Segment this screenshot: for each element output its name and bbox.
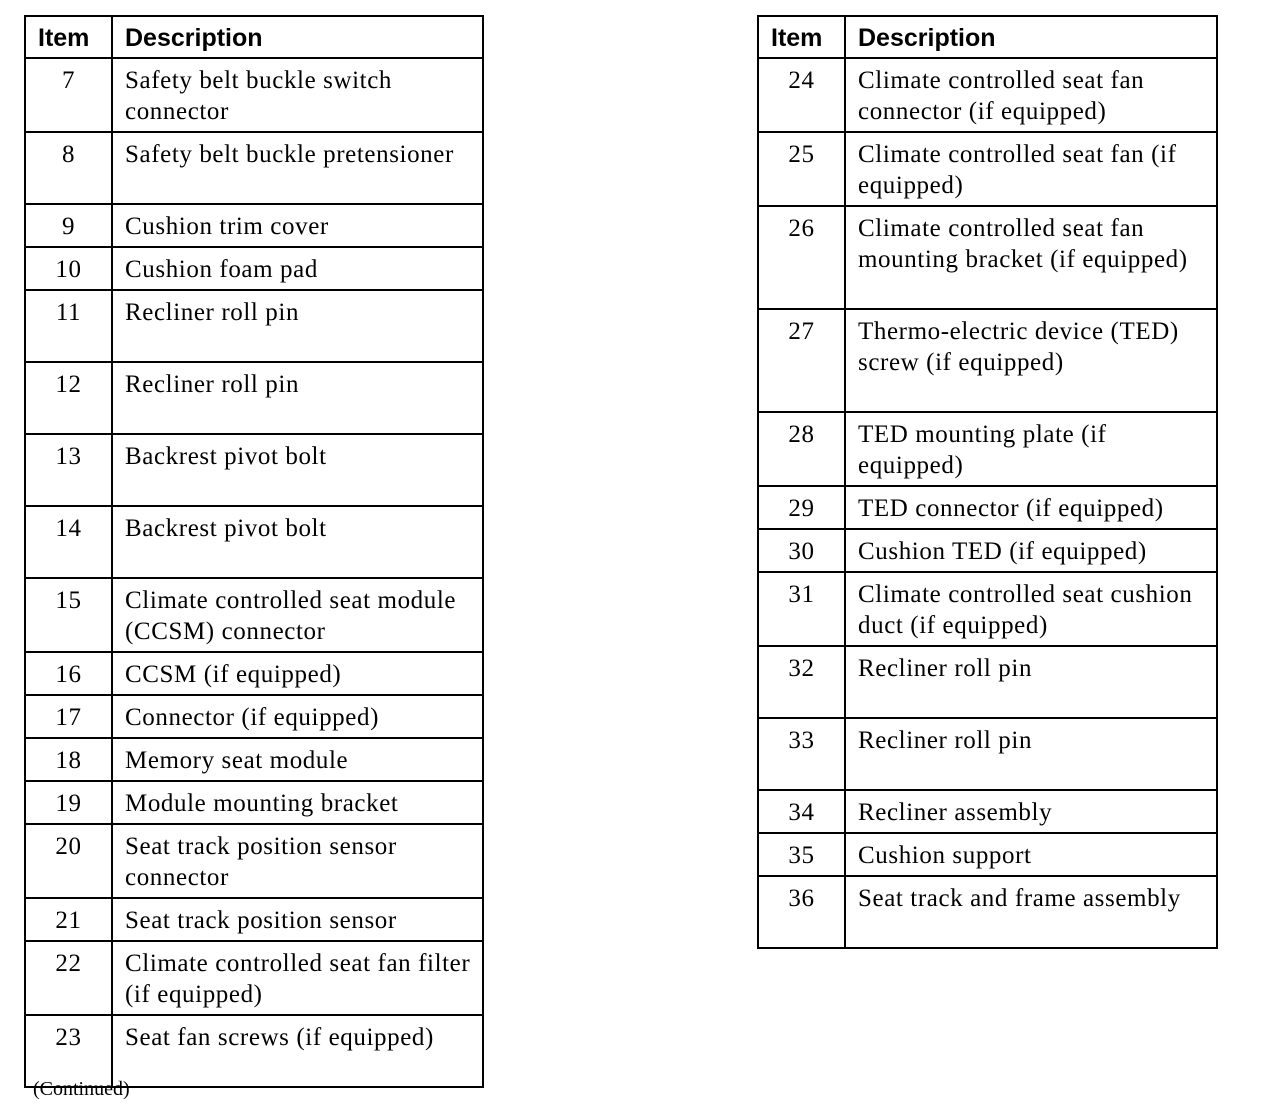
item-description: Recliner roll pin [112, 362, 483, 434]
continued-note: (Continued) [33, 1078, 130, 1100]
parts-table-left [24, 15, 484, 1088]
table-row [758, 790, 1217, 833]
item-number: 17 [25, 695, 112, 738]
item-number: 30 [758, 529, 845, 572]
item-number: 34 [758, 790, 845, 833]
table-row [758, 833, 1217, 876]
item-number: 35 [758, 833, 845, 876]
item-number: 27 [758, 309, 845, 412]
item-number: 32 [758, 646, 845, 718]
item-description: Recliner roll pin [845, 646, 1217, 718]
table-row [25, 290, 483, 362]
item-description: Thermo-electric device (TED) screw (if equipped) [845, 309, 1217, 412]
item-description: Cushion TED (if equipped) [845, 529, 1217, 572]
item-number: 22 [25, 941, 112, 1015]
item-description: Climate controlled seat fan filter (if equipped) [112, 941, 483, 1015]
table-header-row [758, 16, 1217, 58]
table-row [758, 572, 1217, 646]
table-header-row [25, 16, 483, 58]
item-number: 16 [25, 652, 112, 695]
item-description: Module mounting bracket [112, 781, 483, 824]
table-row [25, 506, 483, 578]
table-row [25, 204, 483, 247]
item-description: Seat track and frame assembly [845, 876, 1217, 948]
table-row [758, 206, 1217, 309]
item-number: 13 [25, 434, 112, 506]
table-row [758, 486, 1217, 529]
item-number: 14 [25, 506, 112, 578]
table-row [25, 738, 483, 781]
table-row [758, 132, 1217, 206]
table-body [25, 58, 483, 1087]
table-row [25, 434, 483, 506]
table-row [758, 58, 1217, 132]
item-description: Climate controlled seat cushion duct (if equipped) [845, 572, 1217, 646]
item-description: Climate controlled seat module (CCSM) connector [112, 578, 483, 652]
table-row [25, 578, 483, 652]
item-description: Recliner assembly [845, 790, 1217, 833]
table-row [25, 781, 483, 824]
item-number: 21 [25, 898, 112, 941]
item-description: Safety belt buckle switch connector [112, 58, 483, 132]
item-number: 15 [25, 578, 112, 652]
table-row [758, 309, 1217, 412]
item-description: TED connector (if equipped) [845, 486, 1217, 529]
table-row [25, 824, 483, 898]
item-number: 8 [25, 132, 112, 204]
item-description: CCSM (if equipped) [112, 652, 483, 695]
table-row [758, 876, 1217, 948]
table-row [25, 898, 483, 941]
table-row [25, 652, 483, 695]
item-number: 7 [25, 58, 112, 132]
table-row [25, 362, 483, 434]
item-description: Memory seat module [112, 738, 483, 781]
description-column-header: Description [112, 16, 483, 58]
item-number: 24 [758, 58, 845, 132]
item-number: 36 [758, 876, 845, 948]
item-column-header: Item [758, 16, 845, 58]
item-description: Seat track position sensor connector [112, 824, 483, 898]
item-description: Cushion support [845, 833, 1217, 876]
item-number: 9 [25, 204, 112, 247]
item-number: 23 [25, 1015, 112, 1087]
item-number: 12 [25, 362, 112, 434]
item-number: 26 [758, 206, 845, 309]
item-description: Recliner roll pin [845, 718, 1217, 790]
item-description: Backrest pivot bolt [112, 506, 483, 578]
table-row [25, 1015, 483, 1087]
item-number: 10 [25, 247, 112, 290]
item-column-header: Item [25, 16, 112, 58]
table-row [25, 941, 483, 1015]
item-number: 28 [758, 412, 845, 486]
item-number: 18 [25, 738, 112, 781]
item-number: 29 [758, 486, 845, 529]
item-description: Seat fan screws (if equipped) [112, 1015, 483, 1087]
item-description: Seat track position sensor [112, 898, 483, 941]
parts-table-right [757, 15, 1218, 949]
item-number: 19 [25, 781, 112, 824]
item-number: 31 [758, 572, 845, 646]
item-description: Cushion trim cover [112, 204, 483, 247]
item-description: Safety belt buckle pretensioner [112, 132, 483, 204]
item-description: Climate controlled seat fan (if equipped) [845, 132, 1217, 206]
item-description: Recliner roll pin [112, 290, 483, 362]
item-number: 25 [758, 132, 845, 206]
table-row [25, 247, 483, 290]
item-number: 33 [758, 718, 845, 790]
item-number: 11 [25, 290, 112, 362]
item-description: Climate controlled seat fan mounting bracket (if equipped) [845, 206, 1217, 309]
table-row [758, 718, 1217, 790]
table-row [25, 695, 483, 738]
item-number: 20 [25, 824, 112, 898]
description-column-header: Description [845, 16, 1217, 58]
table-row [25, 132, 483, 204]
table-body [758, 58, 1217, 948]
table-row [25, 58, 483, 132]
table-row [758, 646, 1217, 718]
item-description: Climate controlled seat fan connector (if equipped) [845, 58, 1217, 132]
item-description: Connector (if equipped) [112, 695, 483, 738]
table-row [758, 412, 1217, 486]
table-row [758, 529, 1217, 572]
item-description: TED mounting plate (if equipped) [845, 412, 1217, 486]
item-description: Cushion foam pad [112, 247, 483, 290]
item-description: Backrest pivot bolt [112, 434, 483, 506]
